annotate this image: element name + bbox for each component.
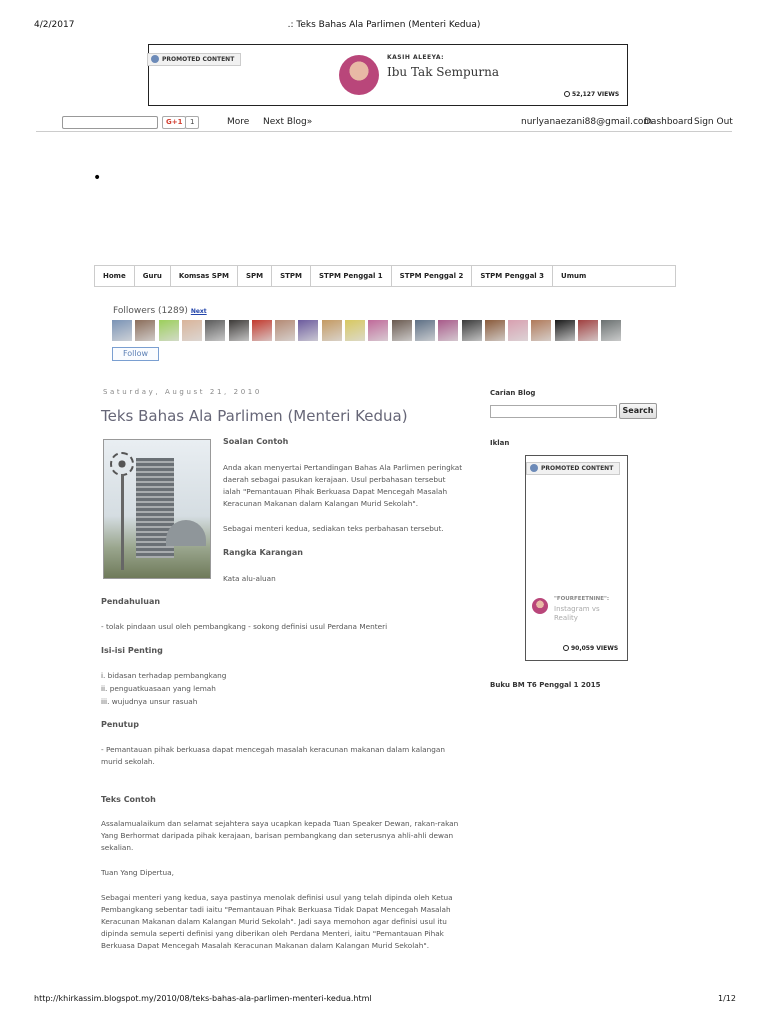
pendahuluan-text: - tolak pindaan usul oleh pembangkang - sokong definisi usul Perdana Menteri (101, 622, 388, 631)
tab-stpm-penggal-1[interactable]: STPM Penggal 1 (311, 266, 392, 286)
dome-shape (166, 520, 206, 546)
tab-stpm[interactable]: STPM (272, 266, 311, 286)
author-avatar (339, 55, 379, 95)
isi-item-2: ii. penguatkuasaan yang lemah (101, 684, 216, 693)
teks-paragraph-3: Sebagai menteri yang kedua, saya pastinya menolak definisi usul yang telah dipinda oleh Ketua Pembangkang sebentar tadi iaitu "Pemantauan Pihak Berkuasa Tidak Dapat Mencegah Masalah Keracunan Makanan dalam Kalangan Murid Sekolah". Jadi saya memohon agar definisi usul itu dipinda semula seperti definisi yang diberikan oleh Perdana Menteri, iaitu "Pemantauan Pihak Berkuasa Dapat Mencegah Masalah Keracunan Makanan dalam Kalangan Murid Sekolah". (101, 893, 453, 950)
follower-avatar[interactable] (415, 320, 435, 341)
follower-avatar[interactable] (462, 320, 482, 341)
follower-avatar[interactable] (508, 320, 528, 341)
penutup-heading: Penutup (101, 720, 139, 729)
print-page-title: .: Teks Bahas Ala Parlimen (Menteri Kedua) (287, 20, 481, 30)
more-link[interactable]: More (227, 117, 250, 127)
tab-spm[interactable]: SPM (238, 266, 272, 286)
promo-views (564, 91, 619, 98)
soalan-paragraph-1: Anda akan menyertai Pertandingan Bahas Ala Parlimen peringkat daerah sebagai pasukan kerajaan. Usul perbahasan tersebut ialah "Pemantauan Pihak Berkuasa Dapat Mencegah Masalah Keracunan Makanan dalam Kalangan Murid Sekolah". (223, 463, 463, 508)
google-plus-button[interactable]: G+1 (162, 116, 186, 129)
pendahuluan-heading: Pendahuluan (101, 597, 161, 606)
promo-author: KASIH ALEEYA: (387, 54, 445, 61)
follower-avatar[interactable] (159, 320, 179, 341)
sidebar-promo-views-count: 90,059 VIEWS (571, 645, 619, 652)
google-plus-count: 1 (185, 116, 199, 129)
empty-list-bullet: • (93, 170, 102, 186)
eye-icon (564, 91, 570, 97)
print-page-number: 1/12 (718, 994, 736, 1003)
next-blog-link[interactable]: Next Blog» (263, 117, 313, 127)
navbar-divider (36, 131, 732, 132)
follower-avatar[interactable] (578, 320, 598, 341)
tab-stpm-penggal-3[interactable]: STPM Penggal 3 (472, 266, 553, 286)
follower-avatar[interactable] (438, 320, 458, 341)
follower-avatar[interactable] (322, 320, 342, 341)
promoted-content-banner[interactable] (148, 44, 628, 106)
follower-avatar[interactable] (368, 320, 388, 341)
tab-guru[interactable]: Guru (135, 266, 171, 286)
rangka-heading: Rangka Karangan (223, 548, 303, 557)
user-email: nurlyanaezani88@gmail.com (521, 117, 653, 127)
follower-avatar[interactable] (182, 320, 202, 341)
teks-contoh-heading: Teks Contoh (101, 795, 156, 804)
follower-avatar[interactable] (555, 320, 575, 341)
sidebar-promo-views (563, 645, 618, 652)
follower-avatar[interactable] (205, 320, 225, 341)
carian-blog-label: Carian Blog (490, 389, 536, 397)
follower-avatar[interactable] (275, 320, 295, 341)
tab-home[interactable]: Home (95, 266, 135, 286)
print-url: http://khirkassim.blogspot.my/2010/08/teks-bahas-ala-parlimen-menteri-kedua.html (34, 994, 372, 1003)
penutup-text: - Pemantauan pihak berkuasa dapat mencegah masalah keracunan makanan dalam kalangan murid sekolah. (101, 745, 445, 766)
palm-trunk-shape (121, 474, 124, 570)
sign-out-link[interactable]: Sign Out (694, 117, 733, 127)
promoted-logo-icon (530, 464, 538, 472)
isi-item-1: i. bidasan terhadap pembangkang (101, 671, 227, 680)
follower-avatar[interactable] (485, 320, 505, 341)
buku-label[interactable]: Buku BM T6 Penggal 1 2015 (490, 681, 601, 689)
followers-next-link[interactable]: Next (190, 308, 207, 315)
follower-avatar[interactable] (135, 320, 155, 341)
blog-search-input[interactable] (490, 405, 617, 418)
iklan-label: Iklan (490, 439, 510, 447)
promoted-content-badge (147, 53, 241, 66)
sidebar-promo-author: "FOURFEETNINE": (554, 596, 610, 602)
page-tabs (94, 265, 676, 287)
sidebar-promoted-badge (526, 462, 620, 475)
followers-widget-title (113, 306, 207, 316)
follower-avatar[interactable] (298, 320, 318, 341)
print-date: 4/2/2017 (34, 20, 75, 30)
post-date: Saturday, August 21, 2010 (103, 388, 262, 396)
follower-avatar[interactable] (252, 320, 272, 341)
follower-avatar[interactable] (345, 320, 365, 341)
follow-button[interactable]: Follow (112, 347, 159, 361)
search-button[interactable]: Search (619, 403, 657, 419)
sidebar-promoted-content[interactable] (525, 455, 628, 661)
sidebar-promoted-badge-label: PROMOTED CONTENT (541, 465, 614, 472)
isi-heading: Isi-isi Penting (101, 646, 163, 655)
promoted-logo-icon (151, 55, 159, 63)
follower-avatar[interactable] (112, 320, 132, 341)
isi-item-3: iii. wujudnya unsur rasuah (101, 697, 198, 706)
soalan-paragraph-2: Sebagai menteri kedua, sediakan teks perbahasan tersebut. (223, 524, 444, 533)
teks-paragraph-2: Tuan Yang Dipertua, (101, 868, 174, 877)
promo-views-count: 52,127 VIEWS (572, 91, 620, 98)
promo-headline[interactable]: Ibu Tak Sempurna (387, 65, 500, 79)
promoted-badge-label: PROMOTED CONTENT (162, 56, 235, 63)
follower-avatar[interactable] (392, 320, 412, 341)
tab-komsas-spm[interactable]: Komsas SPM (171, 266, 238, 286)
navbar-search-input[interactable] (62, 116, 158, 129)
sidebar-promo-headline[interactable]: Instagram vs Reality (554, 605, 600, 622)
tab-umum[interactable]: Umum (561, 272, 587, 280)
follower-avatar[interactable] (531, 320, 551, 341)
soalan-heading: Soalan Contoh (223, 437, 289, 446)
palm-shape (110, 452, 134, 476)
followers-count-label: Followers (1289) (113, 306, 188, 316)
sidebar-promo-avatar (532, 598, 548, 614)
follower-avatar[interactable] (229, 320, 249, 341)
follower-avatar[interactable] (601, 320, 621, 341)
teks-paragraph-1: Assalamualaikum dan selamat sejahtera saya ucapkan kepada Tuan Speaker Dewan, rakan-rakan Yang Berhormat daripada pihak kerajaan, barisan pembangkang dan seterusnya ahli-ahli dewan sekalian. (101, 819, 459, 852)
parliament-building-image (103, 439, 211, 579)
post-title[interactable]: Teks Bahas Ala Parlimen (Menteri Kedua) (101, 407, 408, 425)
tab-stpm-penggal-2[interactable]: STPM Penggal 2 (392, 266, 473, 286)
eye-icon (563, 645, 569, 651)
kata-alu-aluan: Kata alu-aluan (223, 574, 276, 583)
dashboard-link[interactable]: Dashboard (644, 117, 693, 127)
